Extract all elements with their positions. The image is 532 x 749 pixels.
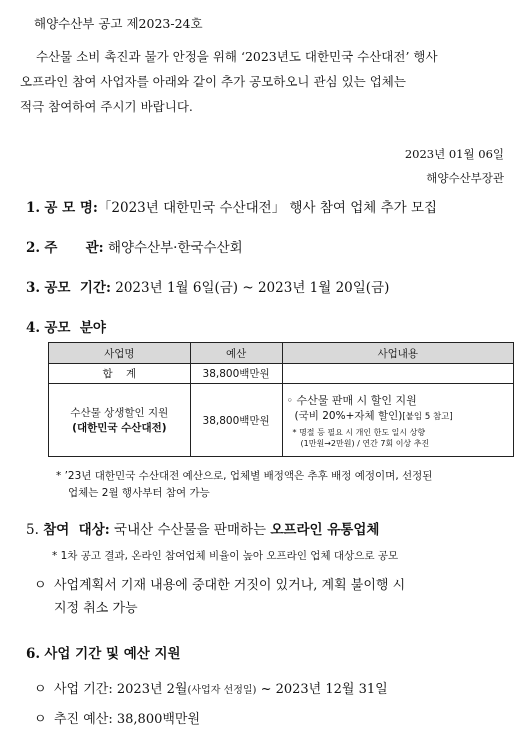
section-1 bbox=[26, 196, 437, 216]
section-6-number: 6. bbox=[26, 646, 41, 662]
table-note bbox=[56, 468, 516, 502]
table-header-content: 사업내용 bbox=[282, 343, 513, 364]
intro-paragraph bbox=[20, 44, 512, 119]
section-2 bbox=[26, 236, 243, 256]
section-6 bbox=[26, 642, 181, 662]
detail-line-4: (1만원→2만원) / 연간 7회 이상 추진 bbox=[300, 438, 430, 448]
table-row-main bbox=[49, 384, 514, 457]
table-header-budget: 예산 bbox=[190, 343, 282, 364]
period-small: (사업자 선정일) bbox=[187, 685, 257, 696]
row-detail-cell bbox=[282, 384, 513, 457]
section-1-value: 「2023년 대한민국 수산대전」 행사 참여 업체 추가 모집 bbox=[97, 200, 438, 216]
section-1-number: 1. bbox=[26, 200, 41, 216]
cancel-bullet bbox=[34, 574, 405, 620]
section-3-label: 공모 기간: bbox=[44, 280, 111, 296]
period-suffix: ~ 2023년 12월 31일 bbox=[256, 682, 388, 697]
row-name: 수산물 상생할인 지원 bbox=[70, 407, 169, 419]
section-4-label: 공모 분야 bbox=[44, 320, 106, 336]
section-2-value: 해양수산부·한국수산회 bbox=[107, 240, 243, 256]
section-2-number: 2. bbox=[26, 240, 41, 256]
table-note-line-1: * ’23년 대한민국 수산대전 예산으로, 업체별 배정액은 추후 배정 예정이며, 선정된 bbox=[56, 470, 433, 482]
section-4-number: 4. bbox=[26, 320, 41, 336]
budget-text: 추진 예산: 38,800백만원 bbox=[54, 712, 201, 727]
section-3-number: 3. bbox=[26, 280, 41, 296]
detail-line-2-ref: [붙임 5 참고] bbox=[402, 411, 453, 422]
total-budget: 38,800백만원 bbox=[190, 364, 282, 384]
detail-line-2-main: (국비 20%+자체 할인) bbox=[294, 409, 403, 422]
period-bullet bbox=[34, 678, 388, 702]
period-prefix: 사업 기간: 2023년 2월 bbox=[54, 682, 188, 697]
budget-bullet bbox=[34, 708, 200, 731]
intro-line-1: 수산물 소비 촉진과 물가 안정을 위해 ‘2023년도 대한민국 수산대전’ 행사 bbox=[36, 49, 438, 64]
table-note-line-2: 업체는 2월 행사부터 참여 가능 bbox=[68, 487, 210, 499]
section-5-number: 5. bbox=[26, 522, 39, 538]
section-4 bbox=[26, 316, 106, 336]
section-2-label: 주 관: bbox=[44, 240, 104, 256]
intro-line-3: 적극 참여하여 주시기 바랍니다. bbox=[20, 99, 193, 114]
total-content bbox=[282, 364, 513, 384]
intro-line-2: 오프라인 참여 사업자를 아래와 같이 추가 공모하오니 관심 있는 업체는 bbox=[20, 74, 406, 89]
section-6-label: 사업 기간 및 예산 지원 bbox=[44, 646, 181, 662]
section-5-label: 참여 대상: bbox=[43, 522, 110, 538]
row-name-cell bbox=[49, 384, 191, 457]
total-label: 합 계 bbox=[49, 364, 191, 384]
bullet-marker: ㅇ bbox=[34, 578, 47, 593]
cancel-line-2: 지정 취소 가능 bbox=[54, 601, 138, 616]
table-header-name: 사업명 bbox=[49, 343, 191, 364]
section-5-value: 국내산 수산물을 판매하는 bbox=[114, 522, 271, 538]
notice-date: 2023년 01월 06일 bbox=[404, 147, 504, 161]
section-1-label: 공 모 명: bbox=[44, 200, 98, 216]
section-5 bbox=[26, 518, 379, 538]
cancel-line-1: 사업계획서 기재 내용에 중대한 거짓이 있거나, 계획 불이행 시 bbox=[54, 578, 406, 593]
business-table bbox=[48, 342, 514, 457]
section-5-value-bold: 오프라인 유통업체 bbox=[270, 522, 380, 538]
detail-line-3: * 명절 등 필요 시 개인 한도 일시 상향 bbox=[292, 427, 426, 437]
bullet-marker: ㅇ bbox=[34, 682, 47, 697]
row-name-sub: (대한민국 수산대전) bbox=[72, 422, 167, 434]
detail-line-2 bbox=[287, 408, 509, 423]
section-3 bbox=[26, 276, 389, 296]
section-5-note: * 1차 공고 결과, 온라인 참여업체 비율이 높아 오프라인 업체 대상으로 공모 bbox=[52, 550, 399, 562]
row-budget: 38,800백만원 bbox=[190, 384, 282, 457]
detail-line-1: ◦ 수산물 판매 시 할인 지원 bbox=[286, 393, 417, 407]
issuing-organization: 해양수산부장관 bbox=[426, 171, 504, 185]
bullet-marker: ㅇ bbox=[34, 712, 47, 727]
table-row-total bbox=[49, 364, 514, 384]
section-3-value: 2023년 1월 6일(금) ~ 2023년 1월 20일(금) bbox=[115, 280, 390, 296]
notice-number: 해양수산부 공고 제2023-24호 bbox=[34, 16, 203, 31]
